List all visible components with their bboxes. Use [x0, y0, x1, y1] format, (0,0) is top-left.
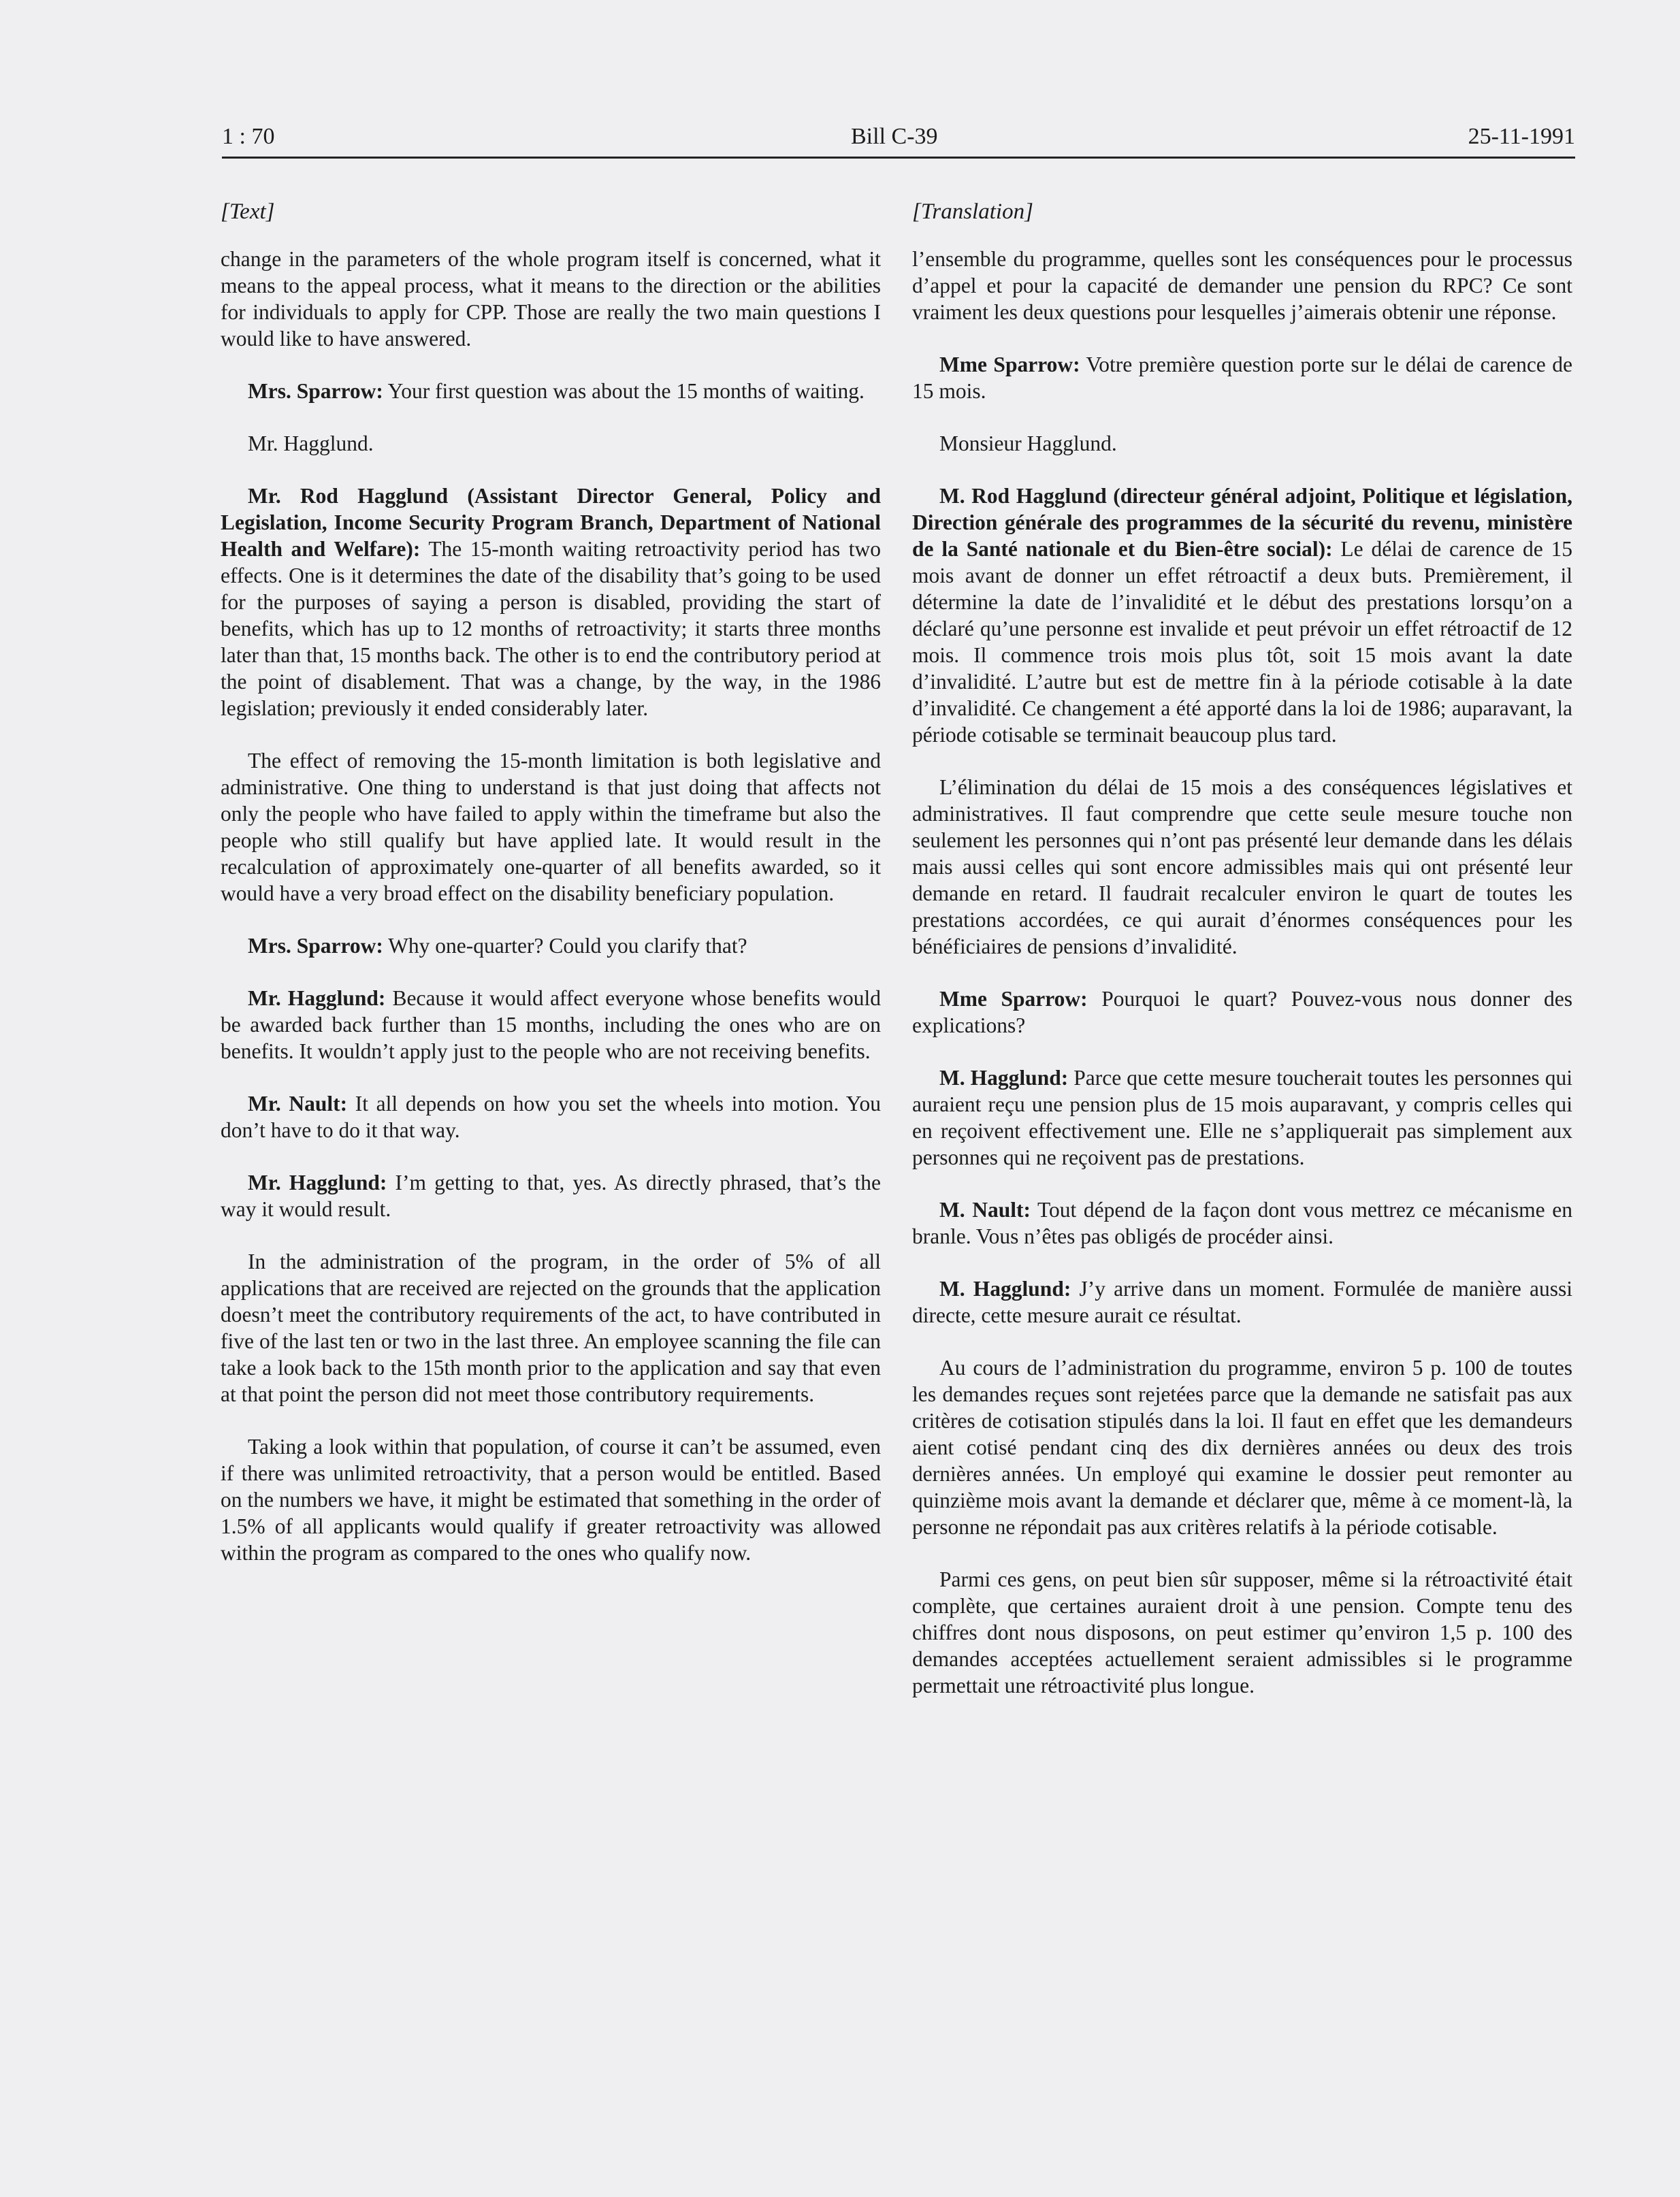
column-label-text: [Text]: [221, 199, 275, 224]
paragraph: Monsieur Hagglund.: [939, 432, 1117, 455]
speaker: M. Hagglund:: [939, 1277, 1071, 1301]
speaker: Mrs. Sparrow:: [248, 379, 383, 403]
paragraph: Au cours de l’administration du programme, environ 5 p. 100 de toutes les demandes reçues sont rejetées parce que la demande ne satisfait pas aux critères de cotisation stipulés dans la loi. Il faut en effet que les demandeurs aient cotisé pendant cinq des dix dernières années ou deux des trois dernières années. Un employé qui examine le dossier peut remonter au quinzième mois avant la demande et déclarer que, même à ce moment-là, la personne ne répondait pas aux critères relatifs à la période cotisable.: [912, 1356, 1572, 1539]
paragraph: Parmi ces gens, on peut bien sûr supposer, même si la rétroactivité était complète, que certaines auraient droit à une pension. Compte tenu des chiffres dont nous disposons, on peut estimer qu’environ 1,5 p. 100 des demandes acceptées actuellement seraient admissibles si le programme permettait une rétroactivité plus longue.: [912, 1567, 1572, 1697]
paragraph: Mr. Hagglund.: [248, 432, 374, 455]
paragraph: Mr. Nault: It all depends on how you set the wheels into motion. You don’t have to do it that way.: [221, 1092, 882, 1142]
page-number: 1 : 70: [222, 124, 275, 149]
paragraph: Mme Sparrow: Votre première question porte sur le délai de carence de 15 mois.: [912, 353, 1572, 403]
speaker: Mme Sparrow:: [939, 353, 1080, 376]
paragraph: M. Hagglund: Parce que cette mesure toucherait toutes les personnes qui auraient reçu une pension plus de 15 mois auparavant, y compris celles qui en reçoivent effectivement une. Elle ne s’appliquerait pas simplement aux personnes qui ne reçoivent pas de prestations.: [912, 1066, 1572, 1169]
speaker: Mr. Hagglund:: [248, 1171, 387, 1194]
paragraph: Mr. Hagglund: Because it would affect everyone whose benefits would be awarded back further than 15 months, including the ones who are on benefits. It wouldn’t apply just to the people who are not receiving benefits.: [221, 986, 882, 1063]
paragraph: The effect of removing the 15-month limitation is both legislative and administrative. One thing to understand is that just doing that affects not only the people who have failed to apply within the timeframe but also the people who still qualify but have applied late. It would result in the recalculation of approximately one-quarter of all benefits awarded, so it would have a very broad effect on the disability beneficiary population.: [221, 749, 881, 905]
paragraph: Mr. Hagglund: I’m getting to that, yes. As directly phrased, that’s the way it would result.: [221, 1171, 882, 1221]
page-date: 25-11-1991: [1468, 124, 1575, 149]
speaker: Mr. Hagglund:: [248, 986, 386, 1010]
paragraph: change in the parameters of the whole program itself is concerned, what it means to the appeal process, what it means to the direction or the abilities for individuals to apply for CPP. Those are really the two main questions I would like to have answered.: [221, 247, 881, 351]
paragraph: M. Nault: Tout dépend de la façon dont vous mettrez ce mécanisme en branle. Vous n’êtes pas obligés de procéder ainsi.: [912, 1198, 1572, 1248]
speaker: M. Nault:: [939, 1198, 1031, 1222]
speaker: Mr. Rod Hagglund (Assistant Director General, Policy and Legislation, Income Security Program Branch, Department of National Health and Welfare):: [221, 484, 881, 561]
speaker: Mr. Nault:: [248, 1092, 348, 1116]
header-rule: [222, 157, 1575, 159]
paragraph: M. Hagglund: J’y arrive dans un moment. Formulée de manière aussi directe, cette mesure aurait ce résultat.: [912, 1277, 1573, 1327]
paragraph: L’élimination du délai de 15 mois a des conséquences législatives et administratives. Il faut comprendre que cette seule mesure touche non seulement les personnes qui n’ont pas présenté leur demande dans les délais mais aussi celles qui sont encore admissibles mais qui ont présenté leur demande en retard. Il faudrait recalculer environ le quart de toutes les prestations accordées, ce qui aurait d’énormes conséquences pour les bénéficiaires de pensions d’invalidité.: [912, 775, 1572, 958]
speaker: M. Rod Hagglund (directeur général adjoint, Politique et législation, Direction générale des programmes de la sécurité du revenu, ministère de la Santé nationale et du Bien-être social):: [912, 484, 1572, 561]
french-column: [912, 199, 1572, 1725]
speaker: Mme Sparrow:: [939, 987, 1088, 1011]
paragraph: Mrs. Sparrow: Why one-quarter? Could you clarify that?: [248, 934, 747, 958]
paragraph: Mr. Rod Hagglund (Assistant Director General, Policy and Legislation, Income Security Program Branch, Department of National Health and Welfare): The 15-month waiting retroactivity period has two effects. One is it determines the date of the disability that’s going to be used for the purposes of saying a person is disabled, providing the start of benefits, which has up to 12 months of retroactivity; it starts three months later than that, 15 months back. The other is to end the contributory period at the point of disablement. That was a change, by the way, in the 1986 legislation; previously it ended considerably later.: [221, 484, 881, 720]
paragraph: In the administration of the program, in the order of 5% of all applications that are received are rejected on the grounds that the application doesn’t meet the contributory requirements of the act, to have contributed in five of the last ten or two in the last three. An employee scanning the file can take a look back to the 15th month prior to the application and say that even at that point the person did not meet those contributory requirements.: [221, 1250, 881, 1406]
speaker: M. Hagglund:: [939, 1066, 1069, 1090]
bill-title: Bill C-39: [851, 124, 938, 149]
paragraph: Taking a look within that population, of course it can’t be assumed, even if there was unlimited retroactivity, that a person would be entitled. Based on the numbers we have, it might be estimated that something in the order of 1.5% of all applicants would qualify if greater retroactivity was allowed within the program as compared to the ones who qualify now.: [221, 1435, 881, 1565]
speaker: Mrs. Sparrow:: [248, 934, 383, 958]
paragraph: Mrs. Sparrow: Your first question was about the 15 months of waiting.: [248, 379, 865, 403]
page-header: [222, 124, 1575, 158]
paragraph: Mme Sparrow: Pourquoi le quart? Pouvez-vous nous donner des explications?: [912, 987, 1572, 1037]
english-column: [221, 199, 881, 1592]
column-label-translation: [Translation]: [912, 199, 1033, 224]
paragraph: M. Rod Hagglund (directeur général adjoint, Politique et législation, Direction générale des programmes de la sécurité du revenu, ministère de la Santé nationale et du Bien-être social): Le délai de carence de 15 mois avant de donner un effet rétroactif a deux buts. Premièrement, il détermine la date de l’invalidité et le début des prestations lorsqu’on a déclaré qu’une personne est invalide et peut prévoir un effet rétroactif de 12 mois. Il commence trois mois plus tôt, soit 15 mois avant la date d’invalidité. L’autre but est de mettre fin à la période cotisable à la date d’invalidité. Ce changement a été apporté dans la loi de 1986; auparavant, la période cotisable se terminait beaucoup plus tard.: [912, 484, 1573, 747]
paragraph: l’ensemble du programme, quelles sont les conséquences pour le processus d’appel et pour la capacité de demander une pension du RPC? Ce sont vraiment les deux questions pour lesquelles j’aimerais obtenir une réponse.: [912, 247, 1572, 324]
